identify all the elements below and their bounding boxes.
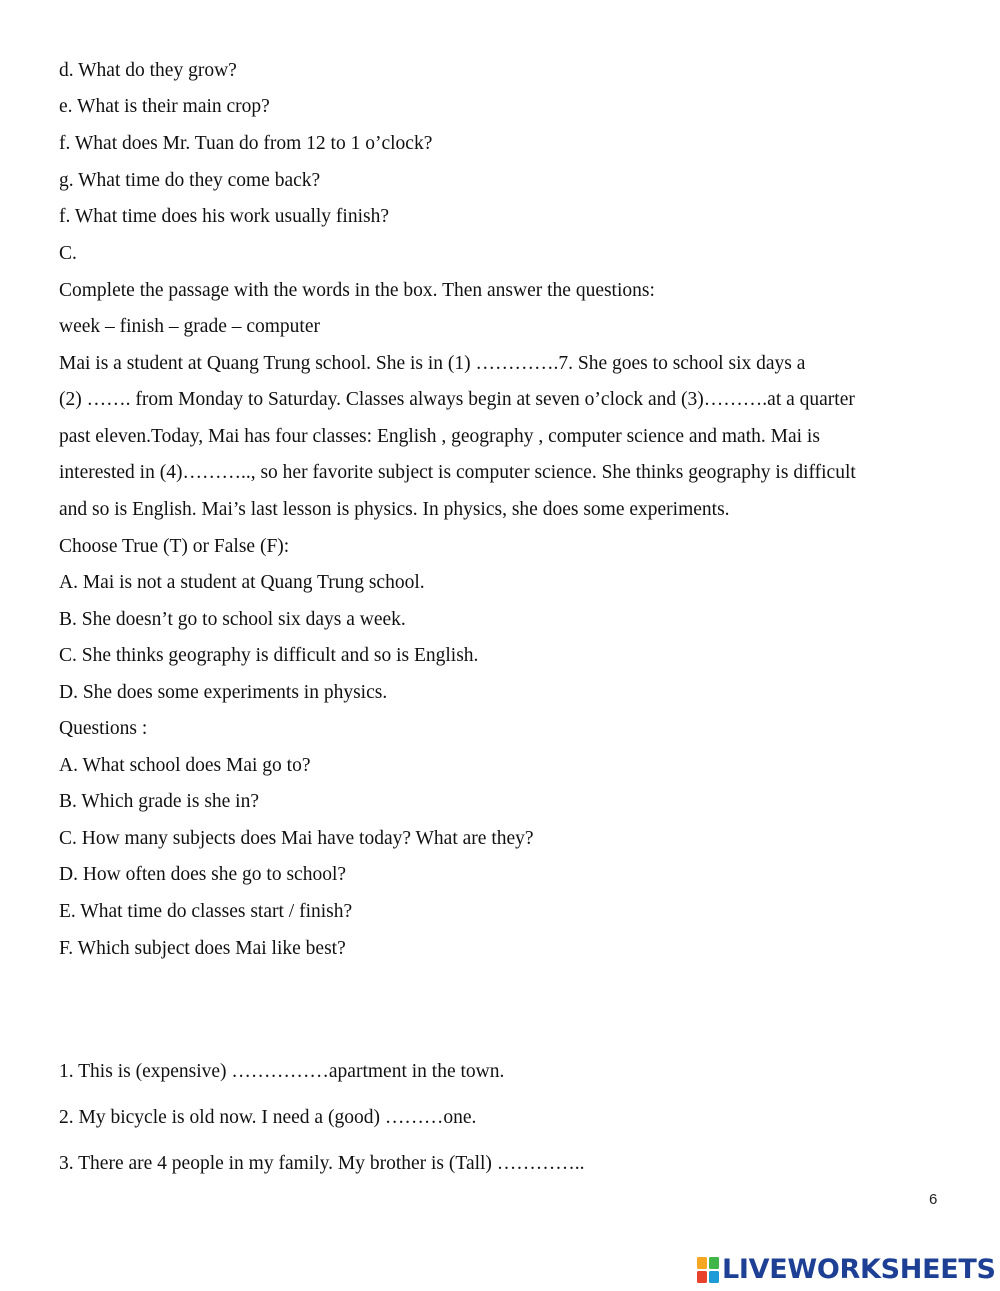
word-box: week – finish – grade – computer: [59, 316, 321, 337]
true-false-item: B. She doesn’t go to school six days a week.: [59, 609, 406, 630]
passage-line: Mai is a student at Quang Trung school. She is in (1) ………….7. She goes to school six days a: [59, 353, 806, 374]
passage-line: interested in (4)……….., so her favorite subject is computer science. She thinks geography is difficult: [59, 462, 856, 483]
question-f: f. What does Mr. Tuan do from 12 to 1 o’clock?: [59, 133, 433, 154]
section-c-heading: C.: [59, 243, 77, 264]
question-item: F. Which subject does Mai like best?: [59, 938, 346, 959]
true-false-item: A. Mai is not a student at Quang Trung school.: [59, 572, 425, 593]
true-false-item: C. She thinks geography is difficult and so is English.: [59, 645, 479, 666]
question-e: e. What is their main crop?: [59, 96, 270, 117]
brand-name: LIVEWORKSHEETS: [722, 1254, 996, 1285]
question-item: B. Which grade is she in?: [59, 791, 260, 812]
liveworksheets-logo[interactable]: [697, 1254, 996, 1286]
exercise-item-3: 3. There are 4 people in my family. My brother is (Tall) …………..: [59, 1153, 585, 1174]
passage-line: and so is English. Mai’s last lesson is physics. In physics, she does some experiments.: [59, 499, 730, 520]
question-item: D. How often does she go to school?: [59, 864, 347, 885]
question-item: E. What time do classes start / finish?: [59, 901, 353, 922]
question-item: A. What school does Mai go to?: [59, 755, 311, 776]
exercise-item-2: 2. My bicycle is old now. I need a (good) ………one.: [59, 1107, 477, 1128]
liveworksheets-icon: [697, 1257, 719, 1283]
true-false-item: D. She does some experiments in physics.: [59, 682, 388, 703]
passage-line: past eleven.Today, Mai has four classes: English , geography , computer science and math. Mai is: [59, 426, 820, 447]
passage-line: (2) ……. from Monday to Saturday. Classes always begin at seven o’clock and (3)……….at a quarter: [59, 389, 855, 410]
exercise-item-1: 1. This is (expensive) ……………apartment in the town.: [59, 1061, 505, 1082]
instruction-text: Complete the passage with the words in the box. Then answer the questions:: [59, 280, 655, 301]
question-item: C. How many subjects does Mai have today? What are they?: [59, 828, 534, 849]
questions-heading: Questions :: [59, 718, 148, 739]
page-number: 6: [929, 1191, 938, 1208]
question-d: d. What do they grow?: [59, 60, 237, 81]
question-g: g. What time do they come back?: [59, 170, 321, 191]
true-false-heading: Choose True (T) or False (F):: [59, 536, 290, 557]
question-f-second: f. What time does his work usually finish?: [59, 206, 390, 227]
